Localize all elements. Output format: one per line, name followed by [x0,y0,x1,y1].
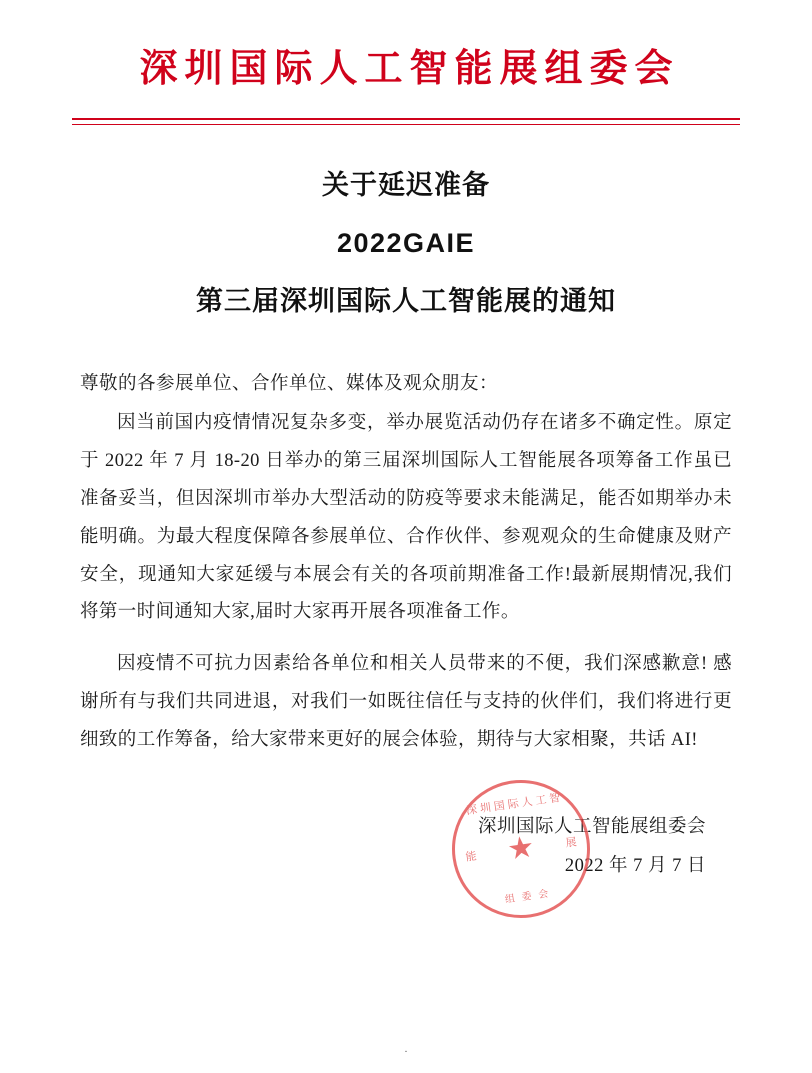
document-title-line-3: 第三届深圳国际人工智能展的通知 [196,286,616,317]
seal-right-text: 展 [564,836,578,850]
document-title-line-1: 关于延迟准备 [322,169,490,200]
document-title-block [72,167,740,320]
body-paragraph-2: 因疫情不可抗力因素给各单位和相关人员带来的不便，我们深感歉意! 感谢所有与我们共同进退，对我们一如既往信任与支持的伙伴们，我们将进行更细致的工作筹备，给大家带来更好的展会体验，期待与大家相聚，共话 AI! [80,654,732,751]
document-body [72,366,740,760]
star-icon: ★ [505,830,537,867]
seal-bottom-text: 组 委 会 [504,888,552,906]
letterhead-rule-thin [72,124,740,125]
body-paragraph-1: 因当前国内疫情情况复杂多变，举办展览活动仍存在诸多不确定性。原定于 2022 年 7 月 18-20 日举办的第三届深圳国际人工智能展各项筹备工作虽已准备妥当，但因深圳市举办大型活动的防疫等要求未能满足，能否如期举办未能明确。为最大程度保障各参展单位、合作伙伴、参观观众的生命健康及财产安全，现通知大家延缓与本展会有关的各项前期准备工作!最新展期情况,我们将第一时间通知大家,届时大家再开展各项准备工作。 [80,412,732,623]
seal-left-text: 能 [464,850,478,864]
footer-mark: . [404,1044,408,1055]
signature-block [72,791,740,906]
seal-top-text: 深圳国际人工智 [465,791,565,818]
signature-date: 2022 年 7 月 7 日 [564,855,706,876]
letterhead-organization: 深圳国际人工智能展组委会 [139,48,680,90]
document-title-line-2: 2022GAIE [336,227,476,258]
signature-organization: 深圳国际人工智能展组委会 [477,817,706,838]
letterhead-rule-thick [72,118,740,120]
salutation: 尊敬的各参展单位、合作单位、媒体及观众朋友： [80,373,499,394]
letterhead [72,0,740,125]
